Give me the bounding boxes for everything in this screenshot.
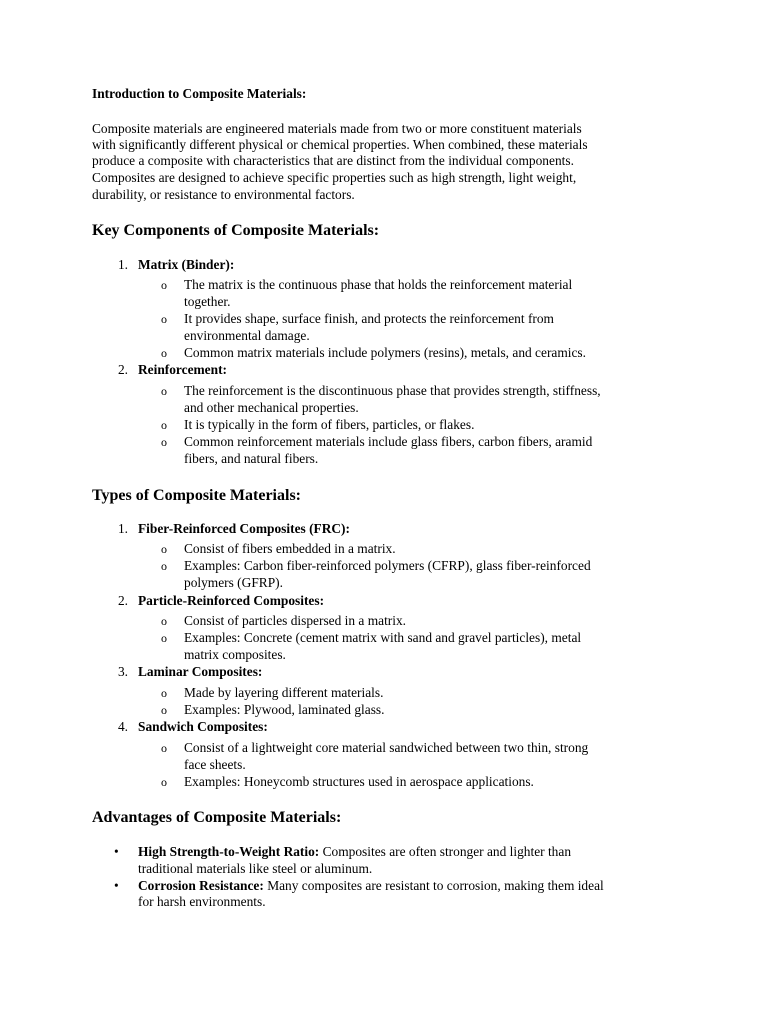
- intro-line: Composites are designed to achieve specific properties such as high strength, light weight,: [92, 170, 577, 185]
- sub-bullet-icon: o: [161, 278, 167, 292]
- sub-item-line: Examples: Concrete (cement matrix with sand and gravel particles), metal: [184, 630, 582, 645]
- sub-item-line: and other mechanical properties.: [184, 400, 359, 415]
- key-components-heading: Key Components of Composite Materials:: [92, 222, 380, 239]
- sub-item-line: polymers (GFRP).: [184, 575, 283, 590]
- sub-item-line: Examples: Carbon fiber-reinforced polymers (CFRP), glass fiber-reinforced: [184, 558, 591, 573]
- sub-item-line: fibers, and natural fibers.: [184, 451, 319, 466]
- advantage-text: Composites are often stronger and lighter than: [319, 844, 572, 859]
- sub-item-line: face sheets.: [184, 757, 246, 772]
- types-heading: Types of Composite Materials:: [92, 487, 301, 504]
- sub-bullet-icon: o: [161, 312, 167, 326]
- sub-bullet-icon: o: [161, 384, 167, 398]
- sub-item-line: Common reinforcement materials include glass fibers, carbon fibers, aramid: [184, 434, 593, 449]
- intro-line: durability, or resistance to environmental factors.: [92, 187, 355, 202]
- bullet-icon: •: [114, 878, 119, 893]
- sub-item-line: It is typically in the form of fibers, particles, or flakes.: [184, 417, 475, 432]
- list-item-title: Laminar Composites:: [138, 664, 263, 679]
- sub-bullet-icon: o: [161, 559, 167, 573]
- sub-bullet-icon: o: [161, 435, 167, 449]
- list-item-title: Reinforcement:: [138, 362, 227, 377]
- advantage-term: High Strength-to-Weight Ratio:: [138, 844, 320, 859]
- sub-item-line: Common matrix materials include polymers (resins), metals, and ceramics.: [184, 345, 586, 360]
- list-number: 2.: [117, 593, 128, 608]
- list-item-title: Particle-Reinforced Composites:: [138, 593, 325, 608]
- sub-bullet-icon: o: [161, 741, 167, 755]
- sub-bullet-icon: o: [161, 686, 167, 700]
- sub-item-line: Examples: Plywood, laminated glass.: [184, 702, 385, 717]
- sub-item-line: The matrix is the continuous phase that holds the reinforcement material: [184, 277, 573, 292]
- list-number: 2.: [117, 362, 128, 377]
- sub-item-line: Examples: Honeycomb structures used in aerospace applications.: [184, 774, 534, 789]
- sub-item-line: It provides shape, surface finish, and protects the reinforcement from: [184, 311, 554, 326]
- list-number: 1.: [117, 257, 128, 272]
- list-number: 1.: [117, 521, 128, 536]
- advantage-text: Many composites are resistant to corrosion, making them ideal: [263, 878, 604, 893]
- list-item-title: Matrix (Binder):: [138, 257, 235, 272]
- bullet-icon: •: [114, 844, 119, 859]
- list-number: 3.: [117, 664, 128, 679]
- intro-line: with significantly different physical or chemical properties. When combined, these materials: [92, 137, 588, 152]
- intro-line: produce a composite with characteristics that are distinct from the individual components.: [92, 153, 574, 168]
- sub-bullet-icon: o: [161, 703, 167, 717]
- advantage-item-line: [138, 878, 604, 895]
- sub-item-line: The reinforcement is the discontinuous phase that provides strength, stiffness,: [184, 383, 601, 398]
- advantage-item-line: for harsh environments.: [138, 894, 266, 909]
- sub-item-line: Made by layering different materials.: [184, 685, 384, 700]
- advantage-item-line: traditional materials like steel or aluminum.: [138, 861, 373, 876]
- intro-line: Composite materials are engineered materials made from two or more constituent materials: [92, 121, 582, 136]
- sub-item-line: together.: [184, 294, 231, 309]
- sub-bullet-icon: o: [161, 775, 167, 789]
- sub-item-line: environmental damage.: [184, 328, 310, 343]
- list-item-title: Fiber-Reinforced Composites (FRC):: [138, 521, 350, 536]
- list-item-title: Sandwich Composites:: [138, 719, 268, 734]
- sub-item-line: Consist of particles dispersed in a matrix.: [184, 613, 407, 628]
- sub-bullet-icon: o: [161, 542, 167, 556]
- sub-bullet-icon: o: [161, 631, 167, 645]
- advantages-heading: Advantages of Composite Materials:: [92, 809, 342, 826]
- list-number: 4.: [117, 719, 128, 734]
- sub-item-line: Consist of fibers embedded in a matrix.: [184, 541, 396, 556]
- sub-item-line: matrix composites.: [184, 647, 286, 662]
- sub-bullet-icon: o: [161, 418, 167, 432]
- intro-heading: Introduction to Composite Materials:: [92, 86, 307, 101]
- sub-bullet-icon: o: [161, 346, 167, 360]
- sub-item-line: Consist of a lightweight core material sandwiched between two thin, strong: [184, 740, 589, 755]
- sub-bullet-icon: o: [161, 614, 167, 628]
- advantage-item-line: [138, 844, 571, 861]
- advantage-term: Corrosion Resistance:: [138, 878, 264, 893]
